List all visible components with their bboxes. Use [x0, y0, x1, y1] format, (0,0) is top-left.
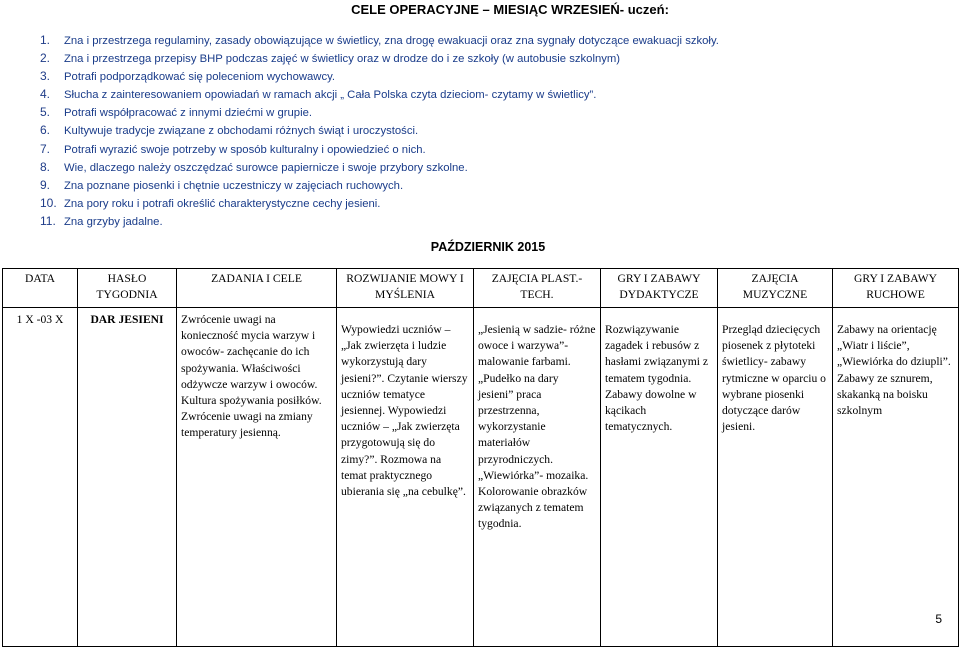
list-item	[40, 67, 719, 85]
goal-number: 2.	[40, 51, 51, 66]
goal-text: Potrafi współpracować z innymi dziećmi w grupie.	[64, 107, 312, 120]
cell-theme: DAR JESIENI	[78, 308, 177, 647]
goal-text: Potrafi wyrazić swoje potrzeby w sposób kulturalny i opowiedzieć o nich.	[64, 143, 426, 156]
header-didactic: GRY I ZABAWY DYDAKTYCZE	[601, 269, 718, 308]
table-row	[3, 308, 959, 647]
list-item	[40, 176, 719, 194]
list-item	[40, 49, 719, 67]
goal-number: 1.	[40, 33, 51, 47]
goal-text: Zna grzyby jadalne.	[64, 215, 163, 228]
header-speech: ROZWIJANIE MOWY I MYŚLENIA	[337, 269, 474, 308]
goal-text: Wie, dlaczego należy oszczędzać surowce papiernicze i swoje przybory szkolne.	[64, 161, 468, 174]
page-number: 5	[935, 612, 942, 626]
goal-text: Zna poznane piosenki i chętnie uczestniczy w zajęciach ruchowych.	[64, 179, 404, 192]
goal-text: Zna i przestrzega regulaminy, zasady obowiązujące w świetlicy, zna drogę ewakuacji oraz zna sygnały dotyczące ewakuacji szkoły.	[64, 35, 719, 47]
list-item	[40, 121, 719, 139]
cell-goals: Zwrócenie uwagi na konieczność mycia warzyw i owoców- zachęcanie do ich spożywania. Właściwości odżywcze warzyw i owoców. Kultura spożywania posiłków. Zwrócenie uwagi na zmiany temperatury jesienną.	[177, 308, 337, 647]
goal-number: 5.	[40, 105, 51, 120]
list-item	[40, 140, 719, 158]
goals-list	[40, 31, 719, 230]
goal-number: 6.	[40, 123, 51, 138]
goal-number: 9.	[40, 177, 51, 192]
goal-number: 8.	[40, 159, 51, 174]
table-header-row	[3, 269, 959, 308]
list-item	[40, 31, 719, 49]
goal-text: Zna i przestrzega przepisy BHP podczas zajęć w świetlicy oraz w drodze do i ze szkoły (w autobusie szkolnym)	[64, 53, 621, 66]
cell-speech: Wypowiedzi uczniów – „Jak zwierzęta i ludzie wykorzystują dary jesieni?”. Czytanie wierszy uczniów tematyce jesiennej. Wypowiedzi uczniów – „Jak zwierzęta przygotowują się do zimy?”. Rozmowa na temat praktycznego ubierania się „na cebulkę”.	[337, 308, 474, 647]
goal-text: Kultywuje tradycje związane z obchodami różnych świąt i uroczystości.	[64, 125, 419, 138]
header-goals: ZADANIA I CELE	[177, 269, 337, 308]
goal-number: 10.	[40, 195, 57, 210]
header-date: DATA	[3, 269, 78, 308]
goal-number: 4.	[40, 87, 51, 102]
list-item	[40, 85, 719, 103]
cell-didactic: Rozwiązywanie zagadek i rebusów z hasłami związanymi z tematem tygodnia. Zabawy dowolne w kącikach tematycznych.	[601, 308, 718, 647]
goal-number: 7.	[40, 141, 51, 156]
list-item	[40, 158, 719, 176]
list-item	[40, 194, 719, 212]
goal-text: Zna pory roku i potrafi określić charakterystyczne cechy jesieni.	[64, 197, 381, 210]
list-item	[40, 212, 719, 230]
goal-number: 3.	[40, 69, 51, 84]
header-art: ZAJĘCIA PLAST.-TECH.	[474, 269, 601, 308]
cell-date: 1 X -03 X	[3, 308, 78, 647]
goal-text: Słucha z zainteresowaniem opowiadań w ramach akcji „ Cała Polska czyta dzieciom- czytamy w świetlicy”.	[64, 89, 597, 102]
list-item	[40, 103, 719, 121]
header-movement: GRY I ZABAWY RUCHOWE	[833, 269, 959, 308]
header-theme: HASŁO TYGODNIA	[78, 269, 177, 308]
cell-movement: Zabawy na orientację „Wiatr i liście”, „Wiewiórka do dziupli”. Zabawy ze sznurem, skakanką na boisku szkolnym	[833, 308, 959, 647]
cell-music: Przegląd dziecięcych piosenek z płytoteki świetlicy- zabawy rytmiczne w oparciu o wybrane piosenki dotyczące darów jesieni.	[718, 308, 833, 647]
page-title: CELE OPERACYJNE – MIESIĄC WRZESIEŃ- uczeń:	[351, 2, 669, 17]
activity-plan-table	[2, 268, 959, 647]
goal-number: 11.	[40, 213, 56, 228]
header-music: ZAJĘCIA MUZYCZNE	[718, 269, 833, 308]
goal-text: Potrafi podporządkować się poleceniom wychowawcy.	[64, 71, 336, 84]
month-title: PAŹDZIERNIK 2015	[430, 240, 546, 254]
cell-art: „Jesienią w sadzie- różne owoce i warzywa”- malowanie farbami. „Pudełko na dary jesieni” praca przestrzenna, wykorzystanie materiałów przyrodniczych. „Wiewiórka”- mozaika. Kolorowanie obrazków związanych z tematem tygodnia.	[474, 308, 601, 647]
